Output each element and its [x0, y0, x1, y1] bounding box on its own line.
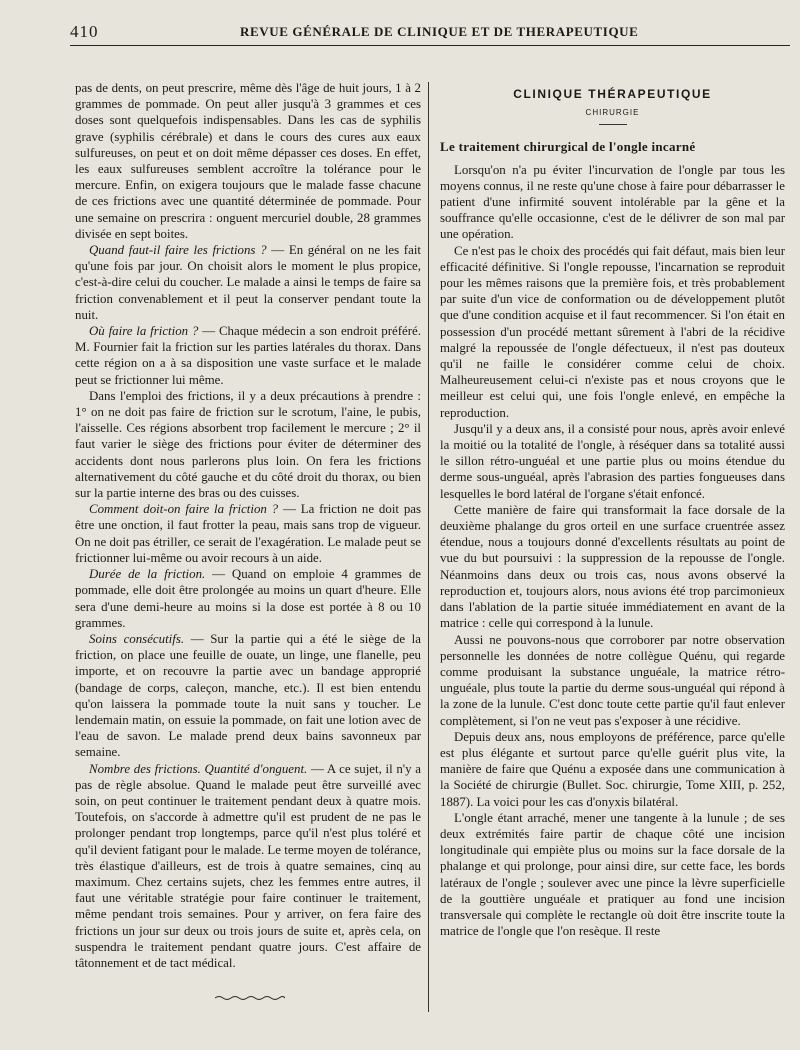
paragraph-lead: Nombre des frictions. Quantité d'onguent.	[89, 761, 308, 776]
paragraph-lead: Quand faut-il faire les frictions ?	[89, 243, 267, 258]
right-column	[440, 80, 785, 939]
paragraph-lead: Durée de la friction.	[89, 567, 206, 582]
right-paragraph: L'ongle étant arraché, mener une tangente à la lunule ; de ses deux extrémités faire partir de chaque côté une incision longitudinale qui empiète plus ou moins sur la face dorsale de la phalange et qui prolonge, pour ainsi dire, sur cette face, les bords latéraux de l'ongle ; soulever avec une pince la lèvre superficielle de la gouttière unguéale et pratiquer au fond une incision transversale qui complète le rectangle où doit être inscrite toute la matrice de l'ongle que l'on resèque. Il reste	[440, 810, 785, 939]
paragraph-text: — Quand on emploie 4 grammes de pommade, elle doit être prolongée au moins un quart d'heure. Elle sera d'une demi-heure au moins si la dose est portée à 8 ou 10 grammes.	[75, 567, 421, 630]
page-number: 410	[70, 22, 99, 41]
left-paragraph	[75, 388, 421, 501]
paragraph-text: — En général on ne les fait qu'une fois par jour. On choisit alors le moment le plus propice, c'est-à-dire celui du coucher. Le malade a ainsi le temps de faire sa friction convenablement et il peut la conserver pendant toute la nuit.	[75, 243, 421, 322]
header-rule	[70, 45, 790, 46]
right-paragraph: Lorsqu'on n'a pu éviter l'incurvation de l'ongle par tous les moyens connus, il ne reste qu'une chose à faire pour débarrasser le patient d'une infirmité souvent intolérable par la gêne et la souffrance qu'elle occasionne, c'est de le délivrer de son mal par une opération.	[440, 162, 785, 242]
section-rule	[599, 124, 627, 125]
paragraph-text: — Sur la partie qui a été le siège de la friction, on place une feuille de ouate, un linge, une flanelle, peu importe, et on recouvre la partie avec un bandage approprié (bandage de corps, caleçon, manche, etc.). Il est bien entendu qu'on laissera la pommade toute la nuit sans y toucher. Le lendemain matin, on essuie la pommade, on fait une lotion avec de l'eau de savon. Le malade prend deux bains savonneux par semaine.	[75, 631, 421, 760]
left-paragraph	[75, 323, 421, 388]
right-paragraph: Jusqu'il y a deux ans, il a consisté pour nous, après avoir enlevé la moitié ou la totalité de l'ongle, à réséquer dans sa totalité aussi le sillon rétro-unguéal et une partie plus ou moins étendue du derme sous-unguéal, après l'abrasion des parties fongueuses dans lesquelles le bord latéral de l'organe s'était enfoncé.	[440, 421, 785, 501]
right-paragraph: Cette manière de faire qui transformait la face dorsale de la deuxième phalange du gros orteil en une surface cruentrée assez étendue, nous a toujours donné d'excellents résultats au point de vue du but poursuivi : la suppression de la repousse de l'ongle. Néanmoins dans deux ou trois cas, nous avons observé la reproduction et, toujours alors, nous avions été trop parcimonieux dans l'ablation de la partie située immédiatement en avant de la matrice : celle qui correspond à la lunule.	[440, 502, 785, 631]
page-header	[70, 20, 790, 46]
running-head: REVUE GÉNÉRALE DE CLINIQUE ET DE THERAPEUTIQUE	[240, 24, 639, 39]
paragraph-lead: Soins consécutifs.	[89, 631, 185, 646]
section-subtitle: CHIRURGIE	[585, 108, 640, 118]
left-paragraph	[75, 566, 421, 631]
article-title: Le traitement chirurgical de l'ongle incarné	[440, 139, 696, 155]
paragraph-lead: Comment doit-on faire la friction ?	[89, 502, 279, 517]
end-ornament	[215, 995, 285, 1001]
paragraph-lead: Où faire la friction ?	[89, 324, 199, 339]
paragraph-text: — La friction ne doit pas être une onction, il faut frotter la peau, mais sans trop de vigueur. On ne doit pas étriller, ce serait de l'exagération. Le malade peut se frictionner lui-même ou avoir recours à un aide.	[75, 502, 421, 565]
left-paragraph	[75, 242, 421, 323]
article-body	[440, 162, 785, 940]
left-paragraph	[75, 80, 421, 242]
right-paragraph: Aussi ne pouvons-nous que corroborer par notre observation personnelle les données de notre collègue Quénu, qui regarde comme produisant la substance unguéale, la matrice rétro-unguéale, plus toute la partie du derme sous-unguéal qui répond à la zone de la lunule. C'est donc toute cette partie qu'il faut enlever complètement, si l'on ne veut pas s'exposer à une récidive.	[440, 632, 785, 728]
left-column	[75, 80, 421, 971]
paragraph-text: — Chaque médecin a son endroit préféré. M. Fournier fait la friction sur les parties latérales du thorax. Dans cette région on a à sa disposition une vaste surface et le malade peut se frictionner lui même.	[75, 324, 421, 387]
paragraph-text: — A ce sujet, il n'y a pas de règle absolue. Quand le malade peut être surveillé avec soin, on peut continuer le traitement pendant deux à quatre mois. Toutefois, on s'accorde à admettre qu'il est prudent de ne pas le prolonger pendant trop longtemps, parce qu'il n'est plus toléré et qu'il devient fatigant pour le malade. Le terme moyen de tolérance, très élastique d'ailleurs, est de trois à quatre semaines, cinq au maximum. Chez certains sujets, chez les femmes entre autres, il faut une véritable stratégie pour faire continuer le traitement, même pendant trois semaines. Pour y arriver, on fera faire des frictions un jour sur deux ou trois jours de suite et, après cela, on suspendra le traitement pendant quatre jours. C'est affaire de tâtonnement et de tact médical.	[75, 761, 421, 970]
right-paragraph: Depuis deux ans, nous employons de préférence, parce qu'elle est plus élégante et surtout parce qu'elle guérit plus vite, la manière de faire que Quénu a exposée dans une communication à la Société de chirurgie (Bullet. Soc. chirurgie, Tome XIII, p. 252, 1887). La voici pour les cas d'onyxis bilatéral.	[440, 729, 785, 809]
section-title: CLINIQUE THÉRAPEUTIQUE	[513, 87, 712, 101]
left-paragraph	[75, 761, 421, 972]
paragraph-text: pas de dents, on peut prescrire, même dès l'âge de huit jours, 1 à 2 grammes de pommade. On peut aller jusqu'à 3 grammes et ces doses sont quelquefois indispensables. Dans les cas de syphilis grave (syphilis cérébrale) et dans le cours des cures aux eaux sulfureuses, on peut et on doit même dépasser ces doses. En effet, les eaux sulfureuses semblent accroître la tolérance pour le mercure. Enfin, on exigera toujours que le malade fasse chacune de ces frictions avec une quantité déterminée de pommade. Pour une semaine on prescrira : onguent mercuriel double, 28 grammes divisée en sept boites.	[75, 81, 421, 241]
paragraph-text: Dans l'emploi des frictions, il y a deux précautions à prendre : 1° on ne doit pas faire de friction sur le scrotum, l'aine, le pubis, l'aisselle. Ces régions absorbent trop facilement le mercure ; 2° il faut varier le siège des frictions pour éviter de déterminer des accidents dont nous parlerons plus loin. On fera les frictions alternativement du côté gauche et du côté droit du thorax, ou bien sur la partie interne des bras ou des cuisses.	[75, 388, 421, 501]
left-paragraph	[75, 631, 421, 761]
column-divider	[428, 82, 429, 1012]
left-paragraph	[75, 501, 421, 566]
right-paragraph: Ce n'est pas le choix des procédés qui fait défaut, mais bien leur efficacité définitive. Si l'ongle repousse, l'incarnation se reproduit pour les mêmes raisons que la première fois, et très probablement par suite d'un vice de conformation ou de développement plutôt que d'une condition acquise et il faut recommencer. Si l'on était en possession d'un procédé mettant sûrement à l'abri de la récidive malgré la repoussée de l'ongle défectueux, il n'est pas douteux qu'il ne faille le considérer comme celui de choix. Malheureusement celui-ci n'existe pas et nous croyons que le meilleur est celui qui, une fois l'ongle enlevé, en empêche la reproduction.	[440, 243, 785, 420]
